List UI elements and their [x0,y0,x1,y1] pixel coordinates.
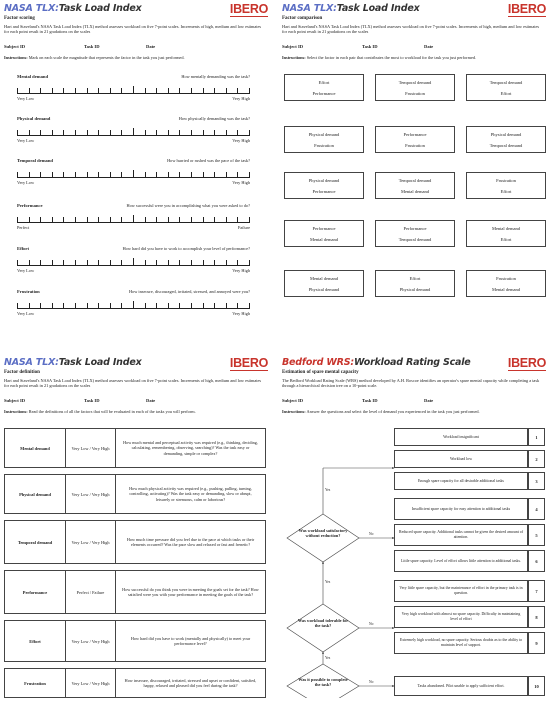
scale-ticks[interactable] [17,216,250,223]
instructions: Instructions: Select the factor in each pair that contributes the most to workload for the task you just performed. [282,55,477,60]
scale-tick[interactable] [17,260,18,265]
pair-option[interactable]: Physical demand [308,132,340,137]
level-1-number[interactable]: 1 [528,428,545,446]
panel-description: Hart and Staveland's NASA Task Load Index (TLX) method assesses workload on five 7-point scales. Increments of high, medium and low estimates for each point result in 21 gradations on the scales [4,378,262,389]
scale-tick[interactable] [179,88,180,93]
scale-tick[interactable] [156,172,157,177]
ibero-logo: IBERO [229,356,268,370]
scale-tick[interactable] [226,260,227,265]
level-3-number[interactable]: 3 [528,472,545,490]
table-row: Frustration Very Low / Very High How insecure, discouraged, irritated, stressed and upset or confident, satisfied, happy, relaxed and pleased did you feel during the task? [4,668,266,698]
table-row: Effort Very Low / Very High How hard did you have to work (mentally and physically) to meet your performance level? [4,620,266,662]
scale-tick[interactable] [110,303,111,308]
scale-tick[interactable] [87,303,88,308]
scale-tick[interactable] [29,303,30,308]
scale-tick[interactable] [191,172,192,177]
pair-option[interactable]: Physical demand [490,132,522,137]
panel-description: The Bedford Workload Rating Scale (WRS) method developed by A.H. Roscoe identifies an operator's spare mental capacity while completing a task through a hierarchical decision tree on a 10-point scale. [282,378,540,389]
pair-box [284,270,364,297]
pair-option[interactable]: Mental demand [491,287,521,292]
pair-option[interactable]: Frustration [314,143,334,148]
scale-tick[interactable] [40,303,41,308]
date-label[interactable]: Date [146,44,156,49]
scale-tick[interactable] [226,217,227,222]
factor-scoring-panel [3,2,270,344]
date-label[interactable]: Date [424,44,434,49]
table-row: Performance Perfect / Failure How successful do you think you were in meeting the goals set for the task? How satisfied were you with your performance in meeting the goals of the task? [4,570,266,614]
panel-title: NASA TLX:Task Load Index [282,3,420,14]
ibero-logo: IBERO [507,356,546,370]
pair-option[interactable]: Temporal demand [398,178,432,183]
pair-option[interactable]: Effort [318,80,330,85]
scale-tick[interactable] [133,128,134,135]
scale-tick[interactable] [40,217,41,222]
pair-option[interactable]: Mental demand [491,226,521,231]
level-10-number[interactable]: 10 [528,676,545,696]
scale-tick[interactable] [237,88,238,93]
scale-tick[interactable] [133,86,134,93]
scale-tick[interactable] [168,130,169,135]
scale-tick[interactable] [237,172,238,177]
scale-tick[interactable] [249,130,250,135]
scale-tick[interactable] [203,172,204,177]
level-2-number[interactable]: 2 [528,450,545,468]
pair-option[interactable]: Temporal demand [398,80,432,85]
scale-tick[interactable] [110,217,111,222]
scale-tick[interactable] [121,130,122,135]
scale-tick[interactable] [214,130,215,135]
scale-tick[interactable] [145,130,146,135]
scale-tick[interactable] [191,217,192,222]
scale-tick[interactable] [110,172,111,177]
pair-box [375,270,455,297]
scale-tick[interactable] [226,130,227,135]
panel-subtitle: Estimation of spare mental capacity [282,370,359,375]
level-6-number[interactable]: 6 [528,550,545,572]
scale-frustration[interactable]: Frustration How insecure, discouraged, irritated, stressed, and annoyed were you? Very Low Very High [17,289,250,316]
pair-option[interactable]: Performance [312,226,336,231]
pair-option[interactable]: Effort [409,276,421,281]
scale-tick[interactable] [168,260,169,265]
panel-subtitle: Factor definition [4,370,40,375]
task-id-label[interactable]: Task ID [84,44,100,49]
scale-tick[interactable] [121,172,122,177]
scale-tick[interactable] [191,303,192,308]
scale-tick[interactable] [179,303,180,308]
scale-tick[interactable] [237,260,238,265]
scale-tick[interactable] [179,172,180,177]
table-row: Physical demand Very Low / Very High How much physical activity was required (e.g., pushing, pulling, turning, controlling, activating)? Was the task easy or demanding, slow or abrupt, leisurely or strenuous, calm or laborious? [4,474,266,514]
scale-tick[interactable] [52,130,53,135]
scale-tick[interactable] [52,172,53,177]
pair-option[interactable]: Mental demand [400,189,430,194]
pair-option[interactable]: Temporal demand [489,80,523,85]
scale-tick[interactable] [145,260,146,265]
pair-option[interactable]: Temporal demand [489,143,523,148]
scale-tick[interactable] [110,260,111,265]
scale-tick[interactable] [75,172,76,177]
scale-tick[interactable] [29,88,30,93]
scale-tick[interactable] [17,130,18,135]
pair-box [466,126,546,153]
scale-tick[interactable] [98,88,99,93]
scale-tick[interactable] [168,172,169,177]
scale-tick[interactable] [145,303,146,308]
panel-title: NASA TLX:Task Load Index [4,357,142,368]
scale-tick[interactable] [87,260,88,265]
scale-tick[interactable] [29,172,30,177]
level-9-number[interactable]: 9 [528,632,545,654]
scale-tick[interactable] [40,172,41,177]
scale-tick[interactable] [249,303,250,308]
pair-option[interactable]: Mental demand [309,276,339,281]
pair-box [284,220,364,247]
yes-label: Yes [325,488,331,492]
table-row: Temporal demand Very Low / Very High How much time pressure did you feel due to the pace at which tasks or their elements occurred? Was the pace slow and relaxed or fast and frenetic? [4,520,266,564]
scale-ticks[interactable] [17,171,250,178]
date-label[interactable]: Date [146,398,156,403]
instructions: Instructions: Read the definitions of all the factors that will be evaluated in each of the tasks you will perform. [4,409,196,414]
pair-box [375,220,455,247]
scale-tick[interactable] [249,88,250,93]
pair-box [375,126,455,153]
pair-option[interactable]: Physical demand [308,287,340,292]
level-8-number[interactable]: 8 [528,606,545,628]
scale-tick[interactable] [145,217,146,222]
scale-tick[interactable] [52,217,53,222]
scale-tick[interactable] [121,88,122,93]
scale-tick[interactable] [121,303,122,308]
task-id-label[interactable]: Task ID [362,398,378,403]
scale-tick[interactable] [87,172,88,177]
scale-tick[interactable] [214,172,215,177]
scale-effort[interactable]: Effort How hard did you have to work to accomplish your level of performance? Very Low Very High [17,246,250,273]
decision-complete: Was it possible to complete the task? [298,677,348,688]
scale-tick[interactable] [110,130,111,135]
pair-box [284,126,364,153]
scale-tick[interactable] [52,303,53,308]
task-id-label[interactable]: Task ID [84,398,100,403]
scale-tick[interactable] [133,215,134,222]
scale-tick[interactable] [214,303,215,308]
scale-tick[interactable] [121,217,122,222]
scale-tick[interactable] [156,303,157,308]
scale-tick[interactable] [237,217,238,222]
decision-tree [281,428,548,698]
bedford-wrs-panel [281,356,548,698]
pair-option[interactable]: Physical demand [308,178,340,183]
level-7-option[interactable]: Very little spare capacity, but the maintenance of effort in the primary task is in question. [394,580,528,602]
scale-tick[interactable] [40,130,41,135]
scale-tick[interactable] [98,260,99,265]
scale-performance[interactable]: Performance How successful were you in accomplishing what you were asked to do? Perfect Failure [17,203,250,230]
scale-tick[interactable] [75,88,76,93]
scale-tick[interactable] [226,303,227,308]
scale-tick[interactable] [133,301,134,308]
instructions: Instructions: Mark on each scale the magnitude that represents the factor in the task you just performed. [4,55,185,60]
scale-tick[interactable] [145,172,146,177]
pair-option[interactable]: Performance [403,226,427,231]
scale-tick[interactable] [87,130,88,135]
scale-tick[interactable] [52,88,53,93]
pair-option[interactable]: Frustration [405,143,425,148]
scale-tick[interactable] [63,217,64,222]
ibero-logo: IBERO [507,2,546,16]
pair-box [284,172,364,199]
scale-tick[interactable] [40,88,41,93]
level-9-option[interactable]: Extremely high workload, no spare capacity. Serious doubts as to the ability to maintain level of support. [394,632,528,654]
no-label: No [369,622,374,626]
scale-tick[interactable] [203,130,204,135]
scale-tick[interactable] [226,88,227,93]
scale-tick[interactable] [237,130,238,135]
scale-tick[interactable] [203,217,204,222]
pair-option[interactable]: Frustration [496,276,516,281]
scale-tick[interactable] [203,303,204,308]
task-id-label[interactable]: Task ID [362,44,378,49]
scale-tick[interactable] [156,217,157,222]
level-4-number[interactable]: 4 [528,498,545,520]
pair-box [466,270,546,297]
scale-tick[interactable] [29,130,30,135]
pair-option[interactable]: Mental demand [309,237,339,242]
scale-tick[interactable] [156,260,157,265]
scale-tick[interactable] [168,217,169,222]
scale-tick[interactable] [40,260,41,265]
pair-option[interactable]: Frustration [405,91,425,96]
scale-tick[interactable] [214,217,215,222]
scale-tick[interactable] [214,260,215,265]
factor-comparison-panel [281,2,548,344]
level-4-option[interactable]: Insufficient spare capacity for easy attention to additional tasks [394,498,528,520]
pair-option[interactable]: Performance [312,189,336,194]
panel-title: Bedford WRS:Workload Rating Scale [282,357,471,368]
scale-temporal-demand[interactable]: Temporal demand How hurried or rushed was the pace of the task? Very Low Very High [17,158,250,185]
scale-ticks[interactable] [17,87,250,94]
scale-tick[interactable] [179,260,180,265]
subject-id-label[interactable]: Subject ID [4,398,26,403]
subject-id-label[interactable]: Subject ID [4,44,26,49]
date-label[interactable]: Date [424,398,434,403]
scale-tick[interactable] [203,88,204,93]
scale-tick[interactable] [98,303,99,308]
pair-box [466,172,546,199]
scale-tick[interactable] [63,172,64,177]
scale-tick[interactable] [168,88,169,93]
factor-definition-panel [3,356,270,698]
scale-mental-demand[interactable]: Mental demand How mentally demanding was the task? Very Low Very High [17,74,250,101]
scale-tick[interactable] [87,88,88,93]
yes-label: Yes [325,580,331,584]
pair-option[interactable]: Effort [500,91,512,96]
pair-box [466,74,546,101]
scale-tick[interactable] [63,303,64,308]
scale-tick[interactable] [110,88,111,93]
no-label: No [369,532,374,536]
scale-tick[interactable] [145,88,146,93]
level-1-option[interactable]: Workload insignificant [394,428,528,446]
scale-tick[interactable] [29,217,30,222]
scale-tick[interactable] [98,172,99,177]
scale-tick[interactable] [179,130,180,135]
level-5-option[interactable]: Reduced spare capacity. Additional tasks cannot be given the desired amount of attention. [394,524,528,546]
pair-option[interactable]: Temporal demand [398,237,432,242]
pair-box [284,74,364,101]
scale-tick[interactable] [133,170,134,177]
scale-ticks[interactable] [17,129,250,136]
level-8-option[interactable]: Very high workload with almost no spare capacity. Difficulty in maintaining level of effort [394,606,528,628]
level-6-option[interactable]: Little spare capacity. Level of effort allows little attention to additional tasks. [394,550,528,572]
scale-tick[interactable] [87,217,88,222]
level-5-number[interactable]: 5 [528,524,545,546]
level-7-number[interactable]: 7 [528,580,545,602]
pair-option[interactable]: Performance [312,91,336,96]
panel-description: Hart and Staveland's NASA Task Load Index (TLX) method assesses workload on five 7-point scales. Increments of high, medium and low estimates for each point result in 21 gradations on the scales [282,24,540,35]
pair-option[interactable]: Performance [403,132,427,137]
scale-ticks[interactable] [17,259,250,266]
scale-ticks[interactable] [17,302,250,309]
scale-tick[interactable] [63,130,64,135]
no-label: No [369,680,374,684]
panel-subtitle: Factor scoring [4,16,35,21]
pair-option[interactable]: Physical demand [399,287,431,292]
scale-tick[interactable] [29,260,30,265]
scale-tick[interactable] [168,303,169,308]
scale-tick[interactable] [63,88,64,93]
scale-tick[interactable] [75,217,76,222]
scale-tick[interactable] [17,88,18,93]
scale-tick[interactable] [156,88,157,93]
level-3-option[interactable]: Enough spare capacity for all desirable additional tasks [394,472,528,490]
scale-tick[interactable] [121,260,122,265]
scale-tick[interactable] [191,88,192,93]
level-2-option[interactable]: Workload low [394,450,528,468]
pair-option[interactable]: Effort [500,237,512,242]
scale-tick[interactable] [98,217,99,222]
instructions: Instructions: Answer the questions and select the level of demand you experienced in the task you just performed. [282,409,480,414]
scale-tick[interactable] [191,130,192,135]
scale-tick[interactable] [214,88,215,93]
scale-tick[interactable] [237,303,238,308]
scale-tick[interactable] [203,260,204,265]
scale-tick[interactable] [17,303,18,308]
scale-tick[interactable] [179,217,180,222]
table-row: Mental demand Very Low / Very High How much mental and perceptual activity was required (e.g., thinking, deciding, calculating, remembering, observing, searching)? Was the task easy or demanding, simple or complex? [4,428,266,468]
scale-tick[interactable] [75,260,76,265]
ibero-logo: IBERO [229,2,268,16]
decision-tolerable: Was workload tolerable for the task? [297,618,349,629]
scale-tick[interactable] [191,260,192,265]
scale-tick[interactable] [75,130,76,135]
pair-option[interactable]: Frustration [496,178,516,183]
yes-label: Yes [325,656,331,660]
panel-title: NASA TLX:Task Load Index [4,3,142,14]
panel-subtitle: Factor comparison [282,16,323,21]
scale-tick[interactable] [17,217,18,222]
scale-tick[interactable] [249,217,250,222]
scale-tick[interactable] [75,303,76,308]
pair-box [375,172,455,199]
pair-box [466,220,546,247]
subject-id-label[interactable]: Subject ID [282,44,304,49]
scale-tick[interactable] [17,172,18,177]
scale-tick[interactable] [98,130,99,135]
level-10-option[interactable]: Tasks abandoned. Pilot unable to apply sufficient effort. [394,676,528,696]
scale-tick[interactable] [226,172,227,177]
subject-id-label[interactable]: Subject ID [282,398,304,403]
decision-satisfactory: Was workload satisfactory without reduction? [298,528,348,539]
scale-tick[interactable] [63,260,64,265]
scale-tick[interactable] [249,260,250,265]
scale-tick[interactable] [52,260,53,265]
scale-physical-demand[interactable]: Physical demand How physically demanding was the task? Very Low Very High [17,116,250,143]
scale-tick[interactable] [156,130,157,135]
panel-description: Hart and Staveland's NASA Task Load Index (TLX) method assesses workload on five 7-point scales. Increments of high, medium and low estimates for each point result in 21 gradations on the scales [4,24,262,35]
scale-tick[interactable] [249,172,250,177]
scale-tick[interactable] [133,258,134,265]
pair-option[interactable]: Effort [500,189,512,194]
pair-box [375,74,455,101]
